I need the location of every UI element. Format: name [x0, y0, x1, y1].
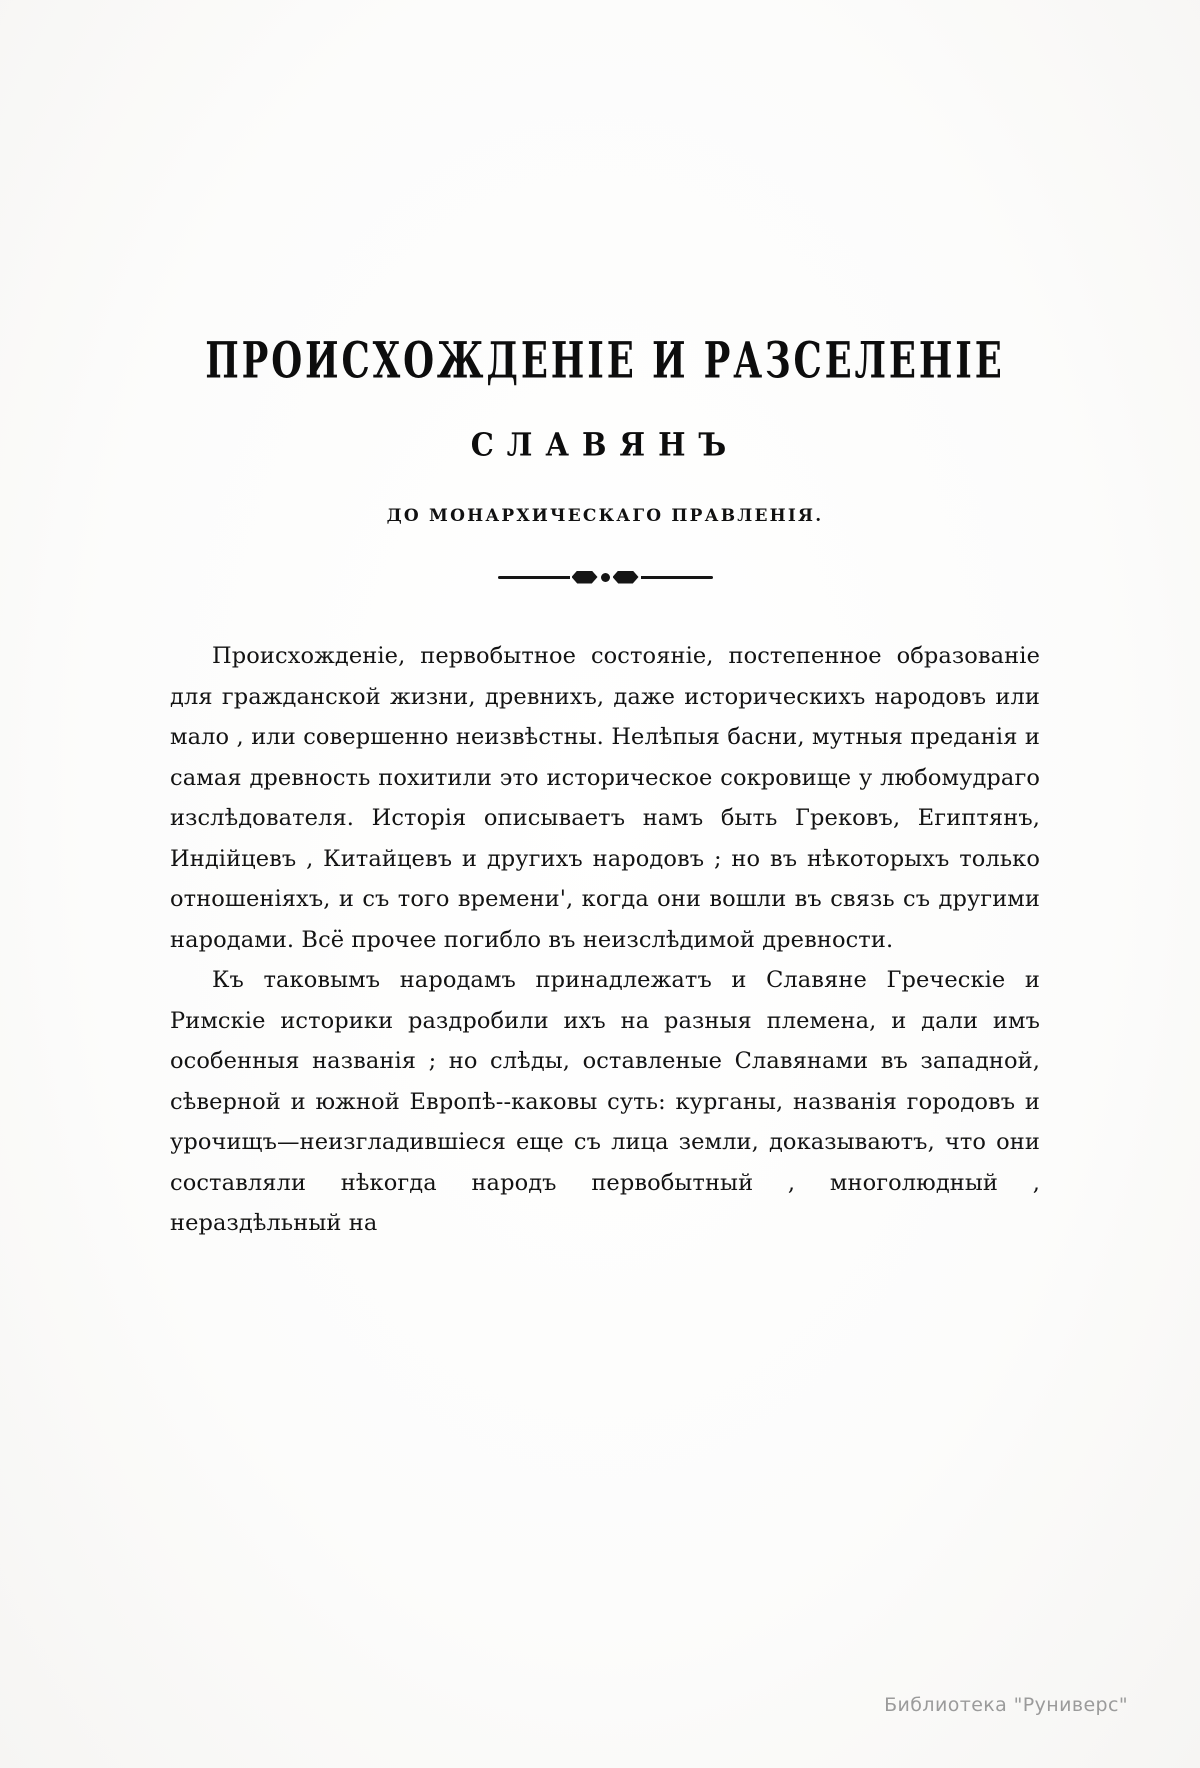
paragraph: Къ таковымъ народамъ принадлежатъ и Славяне Греческіе и Римскіе историки раздробили ихъ на разныя племена, и дали имъ особенныя названія ; но слѣды, оставленые Славянами въ западной, сѣверной и южной Европѣ--каковы суть: курганы, названія городовъ и урочищъ—неизгладившіеся еще съ лица земли, доказываютъ, что они составляли нѣкогда народъ первобытный , многолюдный , нераздѣльный на: [170, 967, 1040, 1236]
page-title: ПРОИСХОЖДЕНІЕ И РАЗСЕЛЕНІЕ: [205, 330, 1005, 390]
page-title-caption: ДО МОНАРХИЧЕСКАГО ПРАВЛЕНІЯ.: [386, 506, 824, 526]
page-content: [170, 330, 1040, 1244]
ornament-diamond-right: [613, 571, 639, 584]
divider-ornament-icon: [170, 566, 1040, 588]
ornament-bar-left: [498, 576, 570, 579]
ornament-dot: [601, 573, 610, 582]
ornament-bar-right: [641, 576, 713, 579]
ornament-diamond-left: [572, 571, 598, 584]
page-subtitle: СЛАВЯНЪ: [470, 426, 740, 464]
library-watermark: Библиотека "Руниверс": [884, 1694, 1128, 1716]
paragraph: Происхожденіе, первобытное состояніе, постепенное образованіе для гражданской жизни, древнихъ, даже историческихъ народовъ или мало , или совершенно неизвѣстны. Нелѣпыя басни, мутныя преданія и самая древность похитили это историческое сокровище у любомудраго изслѣдователя. Исторія описываетъ намъ быть Грековъ, Египтянъ, Индійцевъ , Китайцевъ и другихъ народовъ ; но въ нѣкоторыхъ только отношеніяхъ, и съ того времени', когда они вошли въ связь съ другими народами. Всё прочее погибло въ неизслѣдимой древности.: [170, 643, 1040, 953]
body-text: [170, 636, 1040, 1244]
